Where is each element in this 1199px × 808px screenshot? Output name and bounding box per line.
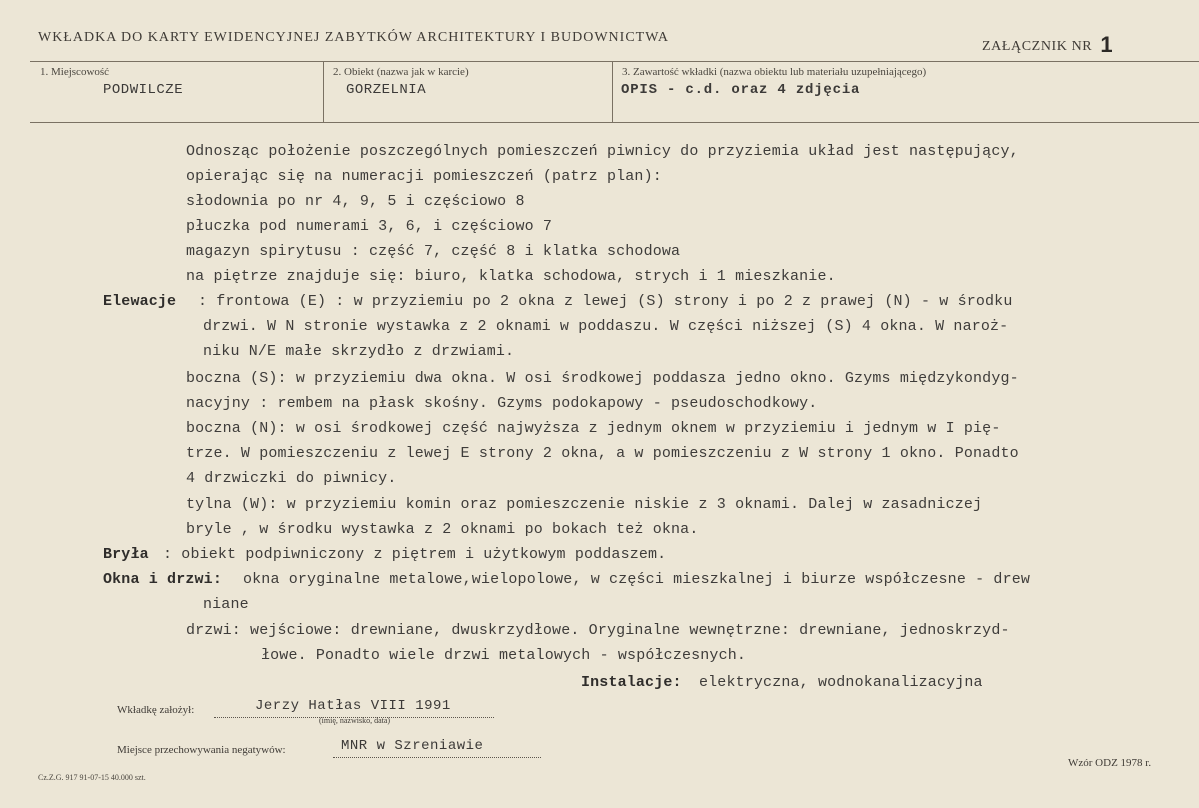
elevations-line-8: 4 drzwiczki do piwnicy. xyxy=(186,470,397,487)
locality-label: 1. Miejscowość xyxy=(40,66,110,78)
elevations-line-10: bryle , w środku wystawka z 2 oknami po bokach też okna. xyxy=(186,521,699,538)
table-bottom-rule xyxy=(30,122,1199,123)
elevations-line-4: boczna (S): w przyziemiu dwa okna. W osi środkowej poddasza jedno okno. Gzyms międzykondyg- xyxy=(186,370,1019,387)
intro-line-1: Odnosząc położenie poszczególnych pomieszczeń piwnicy do przyziemia układ jest następujący, xyxy=(186,143,1019,160)
elevations-line-9: tylna (W): w przyziemiu komin oraz pomieszczenie niskie z 3 oknami. Dalej w zasadniczej xyxy=(186,496,983,513)
storage-label: Miejsce przechowywania negatywów: xyxy=(117,744,286,756)
object-label: 2. Obiekt (nazwa jak w karcie) xyxy=(333,66,469,78)
author-note: (imię, nazwisko, data) xyxy=(319,716,391,725)
massing-label: Bryła xyxy=(103,546,149,563)
elevations-line-3: niku N/E małe skrzydło z drzwiami. xyxy=(203,343,515,360)
intro-line-3: słodownia po nr 4, 9, 5 i częściowo 8 xyxy=(186,193,525,210)
windows-doors-line-3: drzwi: wejściowe: drewniane, dwuskrzydłowe. Oryginalne wewnętrzne: drewniane, jednoskrzyd- xyxy=(186,622,1010,639)
table-divider-1 xyxy=(323,61,324,122)
massing-text: : obiekt podpiwniczony z piętrem i użytkowym poddaszem. xyxy=(163,546,667,563)
elevations-line-2: drzwi. W N stronie wystawka z 2 oknami w poddaszu. W części niższej (S) 4 okna. W naroż- xyxy=(203,318,1009,335)
annex-label-text: ZAŁĄCZNIK NR xyxy=(982,39,1093,54)
contents-label: 3. Zawartość wkładki (nazwa obiektu lub materiału uzupełniającego) xyxy=(622,66,927,78)
installations-text: elektryczna, wodnokanalizacyjna xyxy=(699,674,983,691)
windows-doors-line-4: łowe. Ponadto wiele drzwi metalowych - współczesnych. xyxy=(261,647,747,664)
intro-line-5: magazyn spirytusu : część 7, część 8 i klatka schodowa xyxy=(186,243,681,260)
elevations-line-1: : frontowa (E) : w przyziemiu po 2 okna z lewej (S) strony i po 2 z prawej (N) - w środku xyxy=(198,293,1013,310)
windows-doors-label: Okna i drzwi: xyxy=(103,571,222,588)
model-code: Wzór ODZ 1978 r. xyxy=(1068,757,1152,769)
locality-value: PODWILCZE xyxy=(103,82,184,98)
contents-value: OPIS - c.d. oraz 4 zdjęcia xyxy=(621,82,861,98)
author-value: Jerzy Hatłas VIII 1991 xyxy=(255,698,451,714)
form-title: WKŁADKA DO KARTY EWIDENCYJNEJ ZABYTKÓW ARCHITEKTURY I BUDOWNICTWA xyxy=(38,30,669,45)
intro-line-4: płuczka pod numerami 3, 6, i częściowo 7 xyxy=(186,218,553,235)
elevations-line-7: trze. W pomieszczeniu z lewej E strony 2 okna, a w pomieszczeniu z W strony 1 okno. Ponadto xyxy=(186,445,1019,462)
elevations-line-6: boczna (N): w osi środkowej część najwyższa z jednym oknem w przyziemiu i jednym w I pię- xyxy=(186,420,1001,437)
windows-doors-line-1: okna oryginalne metalowe,wielopolowe, w części mieszkalnej i biurze współczesne - drew xyxy=(243,571,1031,588)
elevations-line-5: nacyjny : rembem na płask skośny. Gzyms podokapowy - pseudoschodkowy. xyxy=(186,395,818,412)
annex-number: 1 xyxy=(1100,32,1114,57)
intro-line-2: opierając się na numeracji pomieszczeń (patrz plan): xyxy=(186,168,662,185)
installations-label: Instalacje: xyxy=(581,674,682,691)
intro-line-6: na piętrze znajduje się: biuro, klatka schodowa, strych i 1 mieszkanie. xyxy=(186,268,836,285)
storage-value: MNR w Szreniawie xyxy=(341,738,484,754)
windows-doors-line-2: niane xyxy=(203,596,249,613)
table-divider-2 xyxy=(612,61,613,122)
table-top-rule xyxy=(30,61,1199,62)
print-code: Cz.Z.G. 917 91-07-15 40.000 szt. xyxy=(38,773,146,782)
object-value: GORZELNIA xyxy=(346,82,427,98)
author-label: Wkładkę założył: xyxy=(117,704,195,716)
elevations-label: Elewacje xyxy=(103,293,177,310)
storage-dotted-line xyxy=(333,756,541,758)
annex-label xyxy=(982,30,1113,56)
